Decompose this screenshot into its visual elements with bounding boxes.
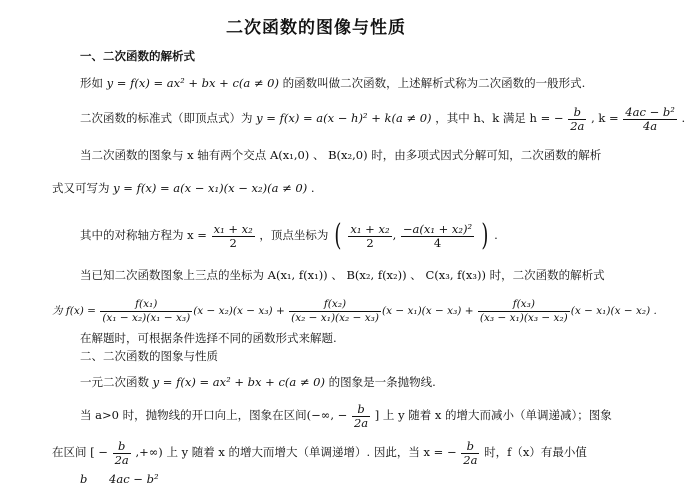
three-point-formula: 为 f(x) = $\frac{\text{f(x₁)}}{\text{(x₁ − x₂)(x₁ − x₃)}}$ (x − x₂)(x − x₃) + $\frac{\text{f(x₂)}}{\text{(x₂ − x₁)(x₂ − x₃)}}$ (x − x₁)(x − x₃) + $\frac{\text{f(x₃)}}{\text{(x₃ − x₁)(x₃ − x₂)}}$ (x − x₁)(x − x₂) . bbox=[52, 297, 657, 324]
section-heading-1: 一、二次函数的解析式 bbox=[80, 49, 195, 63]
interval1-fraction: $\frac{b}{2a}$ bbox=[353, 401, 369, 430]
three-point-line-1: 当已知二次函数图象上三点的坐标为 A(x₁, f(x₁)) 、 B(x₂, f(x₂)) 、 C(x₃, f(x₃)) 时，二次函数的解析式 bbox=[80, 268, 605, 282]
term3-fraction: $\frac{\text{f(x₃)}}{\text{(x₃ − x₁)(x₃ − x₂)}}$ bbox=[479, 297, 568, 324]
a-positive-line-2: 在区间 [ − $\frac{b}{2a}$ ,+∞) 上 y 随着 x 的增大而增大（单调递增）. 因此，当 x = − $\frac{b}{2a}$ 时，f（x）有最小值 bbox=[52, 438, 587, 467]
general-form-tail: 的函数叫做二次函数，上述解析式称为二次函数的一般形式. bbox=[282, 76, 586, 90]
general-form-formula: y = f(x) = ax² + bx + c(a ≠ 0) bbox=[106, 76, 279, 90]
intercept-form-line-1: 当二次函数的图象与 x 轴有两个交点 A(x₁,0) 、 B(x₂,0) 时，由多项式因式分解可知，二次函数的解析 bbox=[80, 148, 602, 162]
term1-fraction: $\frac{\text{f(x₁)}}{\text{(x₁ − x₂)(x₁ − x₃)}}$ bbox=[102, 297, 191, 324]
general-form-line bbox=[80, 76, 585, 90]
vertex-form-mid: ，其中 h、k 满足 h = − bbox=[435, 111, 564, 125]
h-fraction: $\frac{b}{2a}$ bbox=[570, 104, 585, 133]
axis-fraction: $\frac{\text{x₁ + x₂}}{2}$ bbox=[213, 221, 253, 250]
note-line: 在解题时，可根据条件选择不同的函数形式来解题. bbox=[80, 331, 337, 345]
vertex-form-lead: 二次函数的标准式（即顶点式）为 bbox=[80, 111, 253, 125]
a-positive-line-3-partial bbox=[80, 472, 159, 486]
left-paren: ( bbox=[334, 218, 342, 253]
right-paren: ) bbox=[481, 218, 489, 253]
partial-b: b bbox=[80, 472, 88, 486]
vertex-k-lead: , k = bbox=[591, 111, 619, 125]
parabola-line: 一元二次函数 y = f(x) = ax² + bx + c(a ≠ 0) 的图象是一条抛物线. bbox=[80, 375, 436, 389]
a-positive-line-1: 当 a>0 时，抛物线的开口向上，图象在区间(−∞, − $\frac{b}{2a}$ ] 上 y 随着 x 的增大而减小（单调递减）；图象 bbox=[80, 401, 612, 430]
intercept-form-formula: y = f(x) = a(x − x₁)(x − x₂)(a ≠ 0) bbox=[113, 181, 308, 195]
vertex-x-value-fraction: $\frac{b}{2a}$ bbox=[463, 438, 478, 467]
intercept-form-line-2: 式又可写为 y = f(x) = a(x − x₁)(x − x₂)(a ≠ 0) . bbox=[52, 181, 315, 195]
vertex-y-fraction: $\frac{\text{−a(x₁ + x₂)²}}{4}$ bbox=[402, 221, 473, 250]
interval2-fraction: $\frac{b}{2a}$ bbox=[114, 438, 129, 467]
term2-fraction: $\frac{\text{f(x₂)}}{\text{(x₂ − x₁)(x₂ − x₃)}}$ bbox=[291, 297, 379, 324]
vertex-x-fraction: $\frac{\text{x₁ + x₂}}{2}$ bbox=[350, 221, 390, 250]
partial-numerator: 4ac − b² bbox=[109, 472, 159, 486]
section-heading-2: 二、二次函数的图象与性质 bbox=[80, 349, 218, 363]
general-form-lead: 形如 bbox=[80, 76, 103, 90]
k-fraction: $\frac{\text{4ac − b²}}{4a}$ bbox=[625, 104, 675, 133]
vertex-form-line: 二次函数的标准式（即顶点式）为 y = f(x) = a(x − h)² + k(a ≠ 0) ，其中 h、k 满足 h = − $\frac{b}{2a}$ , k = $\frac{\text{4ac − b²}}{4a}$ . bbox=[80, 104, 685, 133]
page-title: 二次函数的图像与性质 bbox=[226, 18, 406, 38]
parabola-formula: y = f(x) = ax² + bx + c(a ≠ 0) bbox=[152, 375, 325, 389]
axis-vertex-line: 其中的对称轴方程为 x = $\frac{\text{x₁ + x₂}}{2}$ ，顶点坐标为 ( $\frac{\text{x₁ + x₂}}{2}$ , $\frac{\text{−a(x₁ + x₂)²}}{4}$ ) . bbox=[80, 218, 498, 253]
vertex-form-formula: y = f(x) = a(x − h)² + k(a ≠ 0) bbox=[256, 111, 432, 125]
